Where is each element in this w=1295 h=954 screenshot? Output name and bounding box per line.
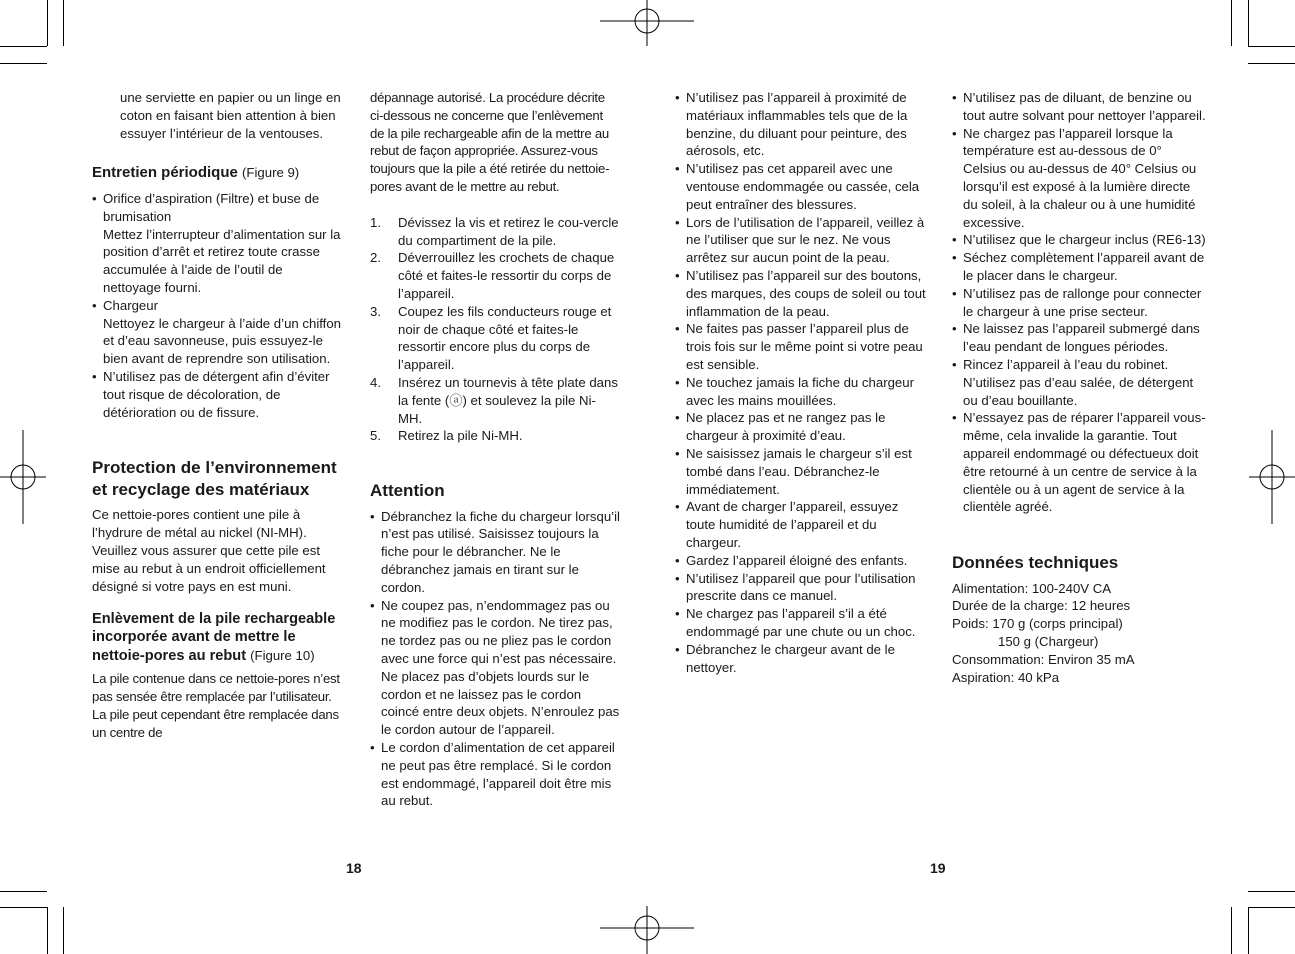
list-item: • N’utilisez pas de rallonge pour connecter le chargeur à une prise secteur.	[952, 285, 1206, 321]
page-number-left: 18	[346, 860, 362, 876]
figure-ref: (Figure 10)	[250, 647, 315, 663]
list-item: • Avant de charger l’appareil, essuyez toute humidité de l’appareil et du chargeur.	[675, 498, 927, 551]
crop-mark	[1248, 891, 1295, 892]
registration-mark-icon	[600, 0, 694, 46]
step-number: 4.	[370, 374, 381, 390]
list-item: • N’utilisez pas l’appareil sur des boutons, des marques, des coups de soleil ou tout inflammation de la peau.	[675, 267, 927, 320]
list-item: • Ne chargez pas l’appareil lorsque la température est au-dessous de 0° Celsius ou au-dessus de 40° Celsius ou lorsqu’il est exposé à la lumière directe du soleil, à la chaleur ou à une humidité excessive.	[952, 125, 1206, 232]
crop-mark	[0, 907, 47, 908]
section-title-environment: Protection de l’environnement et recyclage des matériaux	[92, 458, 337, 499]
list-item: • Gardez l’appareil éloigné des enfants.	[675, 552, 927, 570]
list-item: • N’utilisez pas cet appareil avec une ventouse endommagée ou cassée, cela peut entraîner des blessures.	[675, 160, 927, 213]
maintenance-list	[92, 190, 342, 421]
list-item	[370, 214, 620, 250]
step-text: Dévissez la vis et retirez le cou-vercle du compartiment de la pile.	[398, 214, 619, 248]
registration-mark-icon	[600, 906, 694, 954]
crop-mark	[1248, 907, 1249, 954]
list-item: • N’utilisez que le chargeur inclus (RE6-13)	[952, 231, 1206, 249]
list-item	[92, 297, 342, 368]
section-title-maintenance	[92, 164, 342, 182]
crop-mark	[1248, 907, 1295, 908]
spec-consumption: Consommation: Environ 35 mA	[952, 651, 1135, 667]
list-item: • N’utilisez l’appareil que pour l’utilisation prescrite dans ce manuel.	[675, 570, 927, 606]
list-item: • Débranchez la fiche du chargeur lorsqu’il n’est pas utilisé. Saisissez toujours la fiche pour le débrancher. Ne le débranchez jamais en tirant sur le cordon.	[370, 508, 620, 597]
spec-weight: Poids: 170 g (corps principal)	[952, 616, 1123, 632]
list-item: • Le cordon d’alimentation de cet appareil ne peut pas être remplacé. Si le cordon est endommagé, l’appareil doit être mis au rebut.	[370, 739, 620, 810]
list-item	[370, 374, 620, 427]
list-item: • N’utilisez pas de diluant, de benzine ou tout autre solvant pour nettoyer l’appareil.	[952, 89, 1206, 125]
crop-mark	[63, 907, 64, 954]
crop-mark	[1231, 0, 1232, 46]
list-item: • Séchez complètement l’appareil avant de le placer dans le chargeur.	[952, 249, 1206, 285]
continued-text: une serviette en papier ou un linge en coton en faisant bien attention à bien essuyer l’intérieur de la ventouses.	[120, 90, 341, 141]
crop-mark	[63, 0, 64, 46]
list-item: • Lors de l’utilisation de l’appareil, veillez à ne l’utiliser que sur le nez. Ne vous arrêtez sur aucun point de la peau.	[675, 214, 927, 267]
specs-block	[952, 580, 1206, 687]
attention-list	[370, 508, 620, 811]
crop-mark	[47, 907, 48, 954]
list-item: • Ne placez pas et ne rangez pas le chargeur à proximité d’eau.	[675, 409, 927, 445]
attention-list-continued	[952, 89, 1206, 516]
crop-mark	[47, 0, 48, 46]
spec-suction: Aspiration: 40 kPa	[952, 669, 1060, 685]
list-item	[370, 249, 620, 302]
crop-mark	[0, 46, 47, 47]
section-title-text: Entretien périodique	[92, 164, 238, 182]
section-title-battery-removal	[92, 611, 342, 665]
list-item-title: • Orifice d’aspiration (Filtre) et buse de brumisation	[103, 190, 320, 224]
list-item	[370, 303, 620, 374]
spec-charge-time: Durée de la charge: 12 heures	[952, 598, 1131, 614]
list-item: • Débranchez le chargeur avant de le nettoyer.	[675, 641, 927, 677]
registration-mark-icon	[1249, 430, 1295, 524]
spec-power: Alimentation: 100-240V CA	[952, 580, 1112, 596]
crop-mark	[0, 891, 47, 892]
list-item-title: • N’utilisez pas de détergent afin d’éviter tout risque de décoloration, de détérioration ou de fissure.	[103, 368, 330, 420]
list-item: • Ne coupez pas, n’endommagez pas ou ne modifiez pas le cordon. Ne tirez pas, ne tordez pas ou ne pliez pas le cordon avec une force qui n’est pas nécessaire. Ne placez pas d’objets lourds sur le cordon et ne laissez pas le cordon coincé entre deux objets. N’enroulez pas le cordon autour de l’appareil.	[370, 597, 620, 739]
list-item: • Ne faites pas passer l’appareil plus de trois fois sur le même point si votre peau est sensible.	[675, 320, 927, 373]
list-item-title: • Chargeur	[103, 297, 158, 313]
crop-mark	[0, 63, 47, 64]
step-text: Déverrouillez les crochets de chaque côté et faites-le ressortir du corps de l’appareil.	[398, 250, 615, 301]
column-2	[370, 89, 620, 810]
removal-steps	[370, 214, 620, 445]
step-text: Retirez la pile Ni-MH.	[398, 428, 523, 444]
crop-mark	[1248, 46, 1295, 47]
section-title-specs: Données techniques	[952, 553, 1119, 573]
page-number-right: 19	[930, 860, 946, 876]
list-item: • Ne laissez pas l’appareil submergé dans l’eau pendant de longues périodes.	[952, 320, 1206, 356]
step-number: 5.	[370, 428, 381, 444]
list-item	[370, 427, 620, 445]
list-item: • Ne chargez pas l’appareil s’il a été endommagé par une chute ou un choc.	[675, 605, 927, 641]
crop-mark	[1248, 0, 1249, 46]
list-item	[92, 368, 342, 421]
attention-list-continued	[675, 89, 927, 676]
list-item: • N’essayez pas de réparer l’appareil vous-même, cela invalide la garantie. Tout appareil endommagé ou défectueux doit être retourné à un centre de service à la clientèle ou à un agent de service à la clientèle agréé.	[952, 409, 1206, 516]
continued-text: dépannage autorisé. La procédure décrite ci-dessous ne concerne que l’enlèvement de la pile rechargeable afin de la mettre au rebut de façon appropriée. Assurez-vous toujours que la pile a été retirée du nettoie-pores avant de le mettre au rebut.	[370, 90, 610, 194]
step-number: 2.	[370, 250, 381, 266]
list-item-text: Mettez l’interrupteur d’alimentation sur la position d’arrêt et retirez toute crasse accumulée à l’aide de l’outil de nettoyage fourni.	[103, 226, 341, 295]
list-item-text: Nettoyez le chargeur à l’aide d’un chiffon et d’eau savonneuse, puis essuyez-le bien avant de reprendre son utilisation.	[103, 315, 342, 367]
section-title-text: Enlèvement de la pile rechargeable incorporée avant de mettre le nettoie-pores au rebut	[92, 611, 336, 664]
step-text: Coupez les fils conducteurs rouge et noir de chaque côté et faites-le ressortir encore plus du corps de l’appareil.	[398, 303, 612, 373]
crop-mark	[1248, 63, 1295, 64]
step-number: 3.	[370, 303, 381, 319]
list-item: • N’utilisez pas l’appareil à proximité de matériaux inflammables tels que de la benzine, du diluant pour peinture, des aérosols, etc.	[675, 89, 927, 160]
figure-ref: (Figure 9)	[242, 165, 300, 181]
column-1	[92, 89, 342, 741]
column-3	[675, 89, 927, 676]
step-number: 1.	[370, 214, 381, 230]
column-4	[952, 89, 1206, 686]
list-item: • Rincez l’appareil à l’eau du robinet. N’utilisez pas d’eau salée, de détergent ou d’eau bouillante.	[952, 356, 1206, 409]
battery-removal-text: La pile contenue dans ce nettoie-pores n’est pas sensée être remplacée par l’utilisateur. La pile peut cependant être remplacée dans un centre de	[92, 671, 340, 740]
section-title-attention: Attention	[370, 481, 445, 501]
list-item	[92, 190, 342, 297]
environment-text: Ce nettoie-pores contient une pile à l’hydrure de métal au nickel (NI-MH). Veuillez vous assurer que cette pile est mise au rebut à un endroit officiellement désigné si votre pays en est muni.	[92, 507, 326, 594]
crop-mark	[1231, 907, 1232, 954]
spec-weight-charger: 150 g (Chargeur)	[998, 634, 1099, 650]
registration-mark-icon	[0, 430, 46, 524]
step-text: Insérez un tournevis à tête plate dans la fente (ⓐ) et soulevez la pile Ni-MH.	[398, 374, 618, 426]
list-item: • Ne saisissez jamais le chargeur s’il est tombé dans l’eau. Débranchez-le immédiatement.	[675, 445, 927, 498]
list-item: • Ne touchez jamais la fiche du chargeur avec les mains mouillées.	[675, 374, 927, 410]
